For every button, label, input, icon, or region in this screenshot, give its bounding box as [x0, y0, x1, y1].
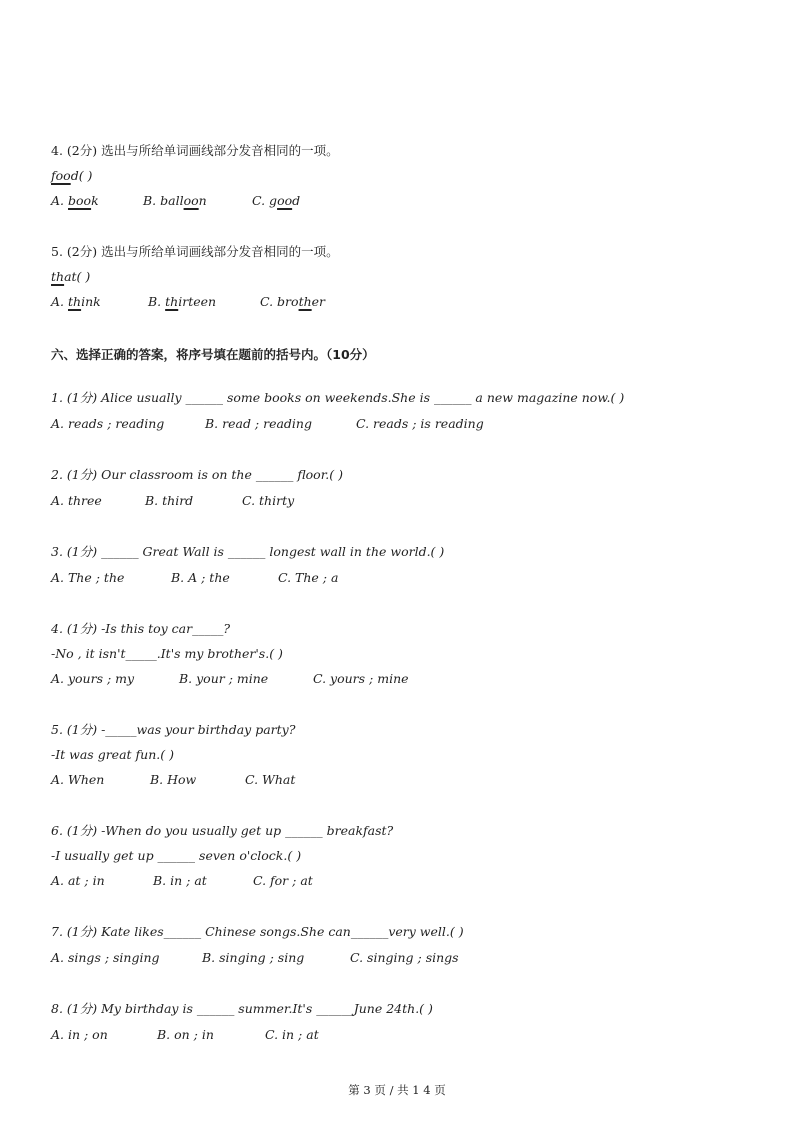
options-row: [51, 1027, 319, 1043]
section-title: 六、选择正确的答案，将序号填在题前的括号内。（10分）: [51, 347, 375, 362]
question-text: 6. (1分) -When do you usually get up ______ breakfast?: [51, 823, 394, 838]
option-c[interactable]: C. good: [251, 193, 301, 208]
options-row: [51, 950, 459, 966]
question-head: 5. (2分) 选出与所给单词画线部分发音相同的一项。: [51, 244, 339, 259]
option-a[interactable]: A. book: [51, 193, 99, 208]
option-a[interactable]: A. yours ; my: [51, 671, 135, 686]
question-text: 7. (1分) Kate likes______ Chinese songs.She can______very well.( ): [51, 924, 464, 939]
question-text: 8. (1分) My birthday is ______ summer.It's ______June 24th.( ): [51, 1001, 433, 1016]
option-c[interactable]: C. in ; at: [264, 1027, 319, 1042]
option-b[interactable]: B. third: [144, 493, 194, 508]
option-b[interactable]: B. singing ; sing: [201, 950, 305, 965]
option-c[interactable]: C. for ; at: [252, 873, 313, 888]
option-b[interactable]: B. in ; at: [152, 873, 207, 888]
options-row: [51, 671, 409, 687]
option-a[interactable]: A. reads ; reading: [51, 416, 165, 431]
options-row: [51, 772, 295, 788]
option-b[interactable]: B. on ; in: [156, 1027, 214, 1042]
question-text: 1. (1分) Alice usually ______ some books on weekends.She is ______ a new magazine now.( ): [51, 390, 625, 405]
options-row: [51, 416, 484, 432]
option-a[interactable]: A. sings ; singing: [51, 950, 160, 965]
question-text: -It was great fun.( ): [51, 747, 174, 762]
option-b[interactable]: B. balloon: [142, 193, 207, 208]
given-word: that( ): [51, 269, 91, 284]
option-c[interactable]: C. What: [244, 772, 296, 787]
option-a[interactable]: A. at ; in: [51, 873, 105, 888]
options-row: [51, 570, 338, 586]
option-b[interactable]: B. read ; reading: [204, 416, 312, 431]
question-head: 4. (2分) 选出与所给单词画线部分发音相同的一项。: [51, 143, 339, 158]
option-a[interactable]: A. in ; on: [51, 1027, 108, 1042]
option-c[interactable]: C. thirty: [241, 493, 295, 508]
option-c[interactable]: C. singing ; sings: [349, 950, 459, 965]
question-text: 5. (1分) -_____was your birthday party?: [51, 722, 296, 737]
option-b[interactable]: B. thirteen: [147, 294, 217, 309]
option-a[interactable]: A. think: [51, 294, 101, 309]
option-c[interactable]: C. The ; a: [277, 570, 339, 585]
options-row: [51, 873, 313, 889]
given-word: food( ): [51, 168, 93, 183]
option-a[interactable]: A. The ; the: [51, 570, 125, 585]
options-row: [51, 193, 300, 209]
page-footer: 第 3 页 / 共 1 4 页: [348, 1083, 446, 1097]
option-a[interactable]: A. three: [51, 493, 102, 508]
option-b[interactable]: B. A ; the: [170, 570, 230, 585]
options-row: [51, 493, 294, 509]
question-text: 2. (1分) Our classroom is on the ______ floor.( ): [51, 467, 344, 482]
question-text: 3. (1分) ______ Great Wall is ______ longest wall in the world.( ): [51, 544, 445, 559]
question-text: -No , it isn't_____.It's my brother's.( ): [51, 646, 283, 661]
option-c[interactable]: C. yours ; mine: [312, 671, 409, 686]
option-b[interactable]: B. your ; mine: [178, 671, 269, 686]
options-row: [51, 294, 325, 310]
question-text: 4. (1分) -Is this toy car_____?: [51, 621, 231, 636]
option-c[interactable]: C. brother: [259, 294, 326, 309]
option-b[interactable]: B. How: [149, 772, 197, 787]
question-text: -I usually get up ______ seven o'clock.( ): [51, 848, 302, 863]
option-a[interactable]: A. When: [51, 772, 105, 787]
option-c[interactable]: C. reads ; is reading: [355, 416, 484, 431]
